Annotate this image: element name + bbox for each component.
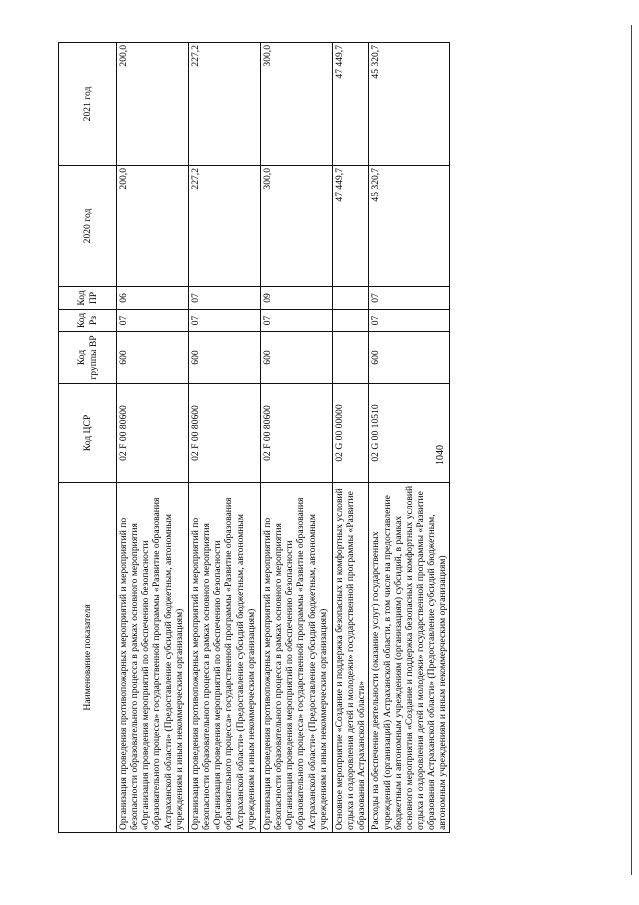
header-rz: Код Рз <box>59 310 117 332</box>
row-2021: 45 320,7 <box>369 43 450 166</box>
table-row <box>333 43 369 833</box>
table-row <box>117 43 189 833</box>
row-csr: 02 G 00 00000 <box>333 384 369 483</box>
table-row <box>189 43 261 833</box>
row-rz <box>333 310 369 332</box>
row-vr: 600 <box>261 332 333 384</box>
row-2020: 300,0 <box>261 166 333 287</box>
row-2020: 200,0 <box>117 166 189 287</box>
row-csr: 02 F 00 80600 <box>117 384 189 483</box>
header-pr: Код ПР <box>59 287 117 310</box>
row-vr: 600 <box>369 332 450 384</box>
budget-table <box>58 42 450 833</box>
row-name: Основное мероприятие «Создание и поддержка безопасных и комфортных условий отдыха и оздоровления детей и молодежи» государственной программы «Развитие образования Астраханской области» <box>333 483 369 833</box>
row-csr: 02 F 00 80600 <box>189 384 261 483</box>
row-name: Организация проведения противопожарных мероприятий и мероприятий по безопасности образовательного процесса в рамках основного мероприятия «Организация проведения мероприятий по обеспечению безопасности образовательного процесса» государственной программы «Развитие образования Астраханской области» (Предоставление субсидий бюджетным, автономным учреждениям и иным некоммерческим организациям) <box>261 483 333 833</box>
row-vr: 600 <box>189 332 261 384</box>
table-header-row <box>59 43 117 833</box>
row-2021: 47 449,7 <box>333 43 369 166</box>
row-rz: 07 <box>117 310 189 332</box>
row-rz: 07 <box>261 310 333 332</box>
row-rz: 07 <box>369 310 450 332</box>
table-row <box>261 43 333 833</box>
header-name: Наименование показателя <box>59 483 117 833</box>
row-csr: 02 G 00 10510 <box>369 384 450 483</box>
row-vr: 600 <box>117 332 189 384</box>
row-csr: 02 F 00 80600 <box>261 384 333 483</box>
row-2021: 300,0 <box>261 43 333 166</box>
row-name: Организация проведения противопожарных мероприятий и мероприятий по безопасности образовательного процесса в рамках основного мероприятия «Организация проведения мероприятий по обеспечению безопасности образовательного процесса» государственной программы «Развитие образования Астраханской области» (Предоставление субсидий бюджетным, автономным учреждениям и иным некоммерческим организациям) <box>189 483 261 833</box>
page-number: 1040 <box>435 445 446 465</box>
row-2021: 200,0 <box>117 43 189 166</box>
row-pr: 09 <box>261 287 333 310</box>
header-2021: 2021 год <box>59 43 117 166</box>
row-rz: 07 <box>189 310 261 332</box>
row-2020: 47 449,7 <box>333 166 369 287</box>
row-pr: 07 <box>189 287 261 310</box>
row-2021: 227,2 <box>189 43 261 166</box>
row-name: Расходы на обеспечение деятельности (оказание услуг) государственных учреждений (организаций) Астраханской области, в том числе на предоставление бюджетным и автономным учреждениям (организациям) субсидий, в рамках основного мероприятия «Создание и поддержка безопасных и комфортных условий отдыха и оздоровления детей и молодежи» государственной программы «Развитие образования Астраханской области» (Предоставление субсидий бюджетным, автономным учреждениям и иным некоммерческим организациям) <box>369 483 450 833</box>
page-edge-rule <box>631 25 632 875</box>
header-2020: 2020 год <box>59 166 117 287</box>
row-pr: 07 <box>369 287 450 310</box>
row-2020: 45 320,7 <box>369 166 450 287</box>
row-vr <box>333 332 369 384</box>
row-2020: 227,2 <box>189 166 261 287</box>
row-name: Организация проведения противопожарных мероприятий и мероприятий по безопасности образовательного процесса в рамках основного мероприятия «Организация проведения мероприятий по обеспечению безопасности образовательного процесса» государственной программы «Развитие образования Астраханской области» (Предоставление субсидий бюджетным, автономным учреждениям и иным некоммерческим организациям) <box>117 483 189 833</box>
row-pr <box>333 287 369 310</box>
row-pr: 06 <box>117 287 189 310</box>
table-row <box>369 43 450 833</box>
header-csr: Код ЦСР <box>59 384 117 483</box>
header-group-vr: Код группы ВР <box>59 332 117 384</box>
